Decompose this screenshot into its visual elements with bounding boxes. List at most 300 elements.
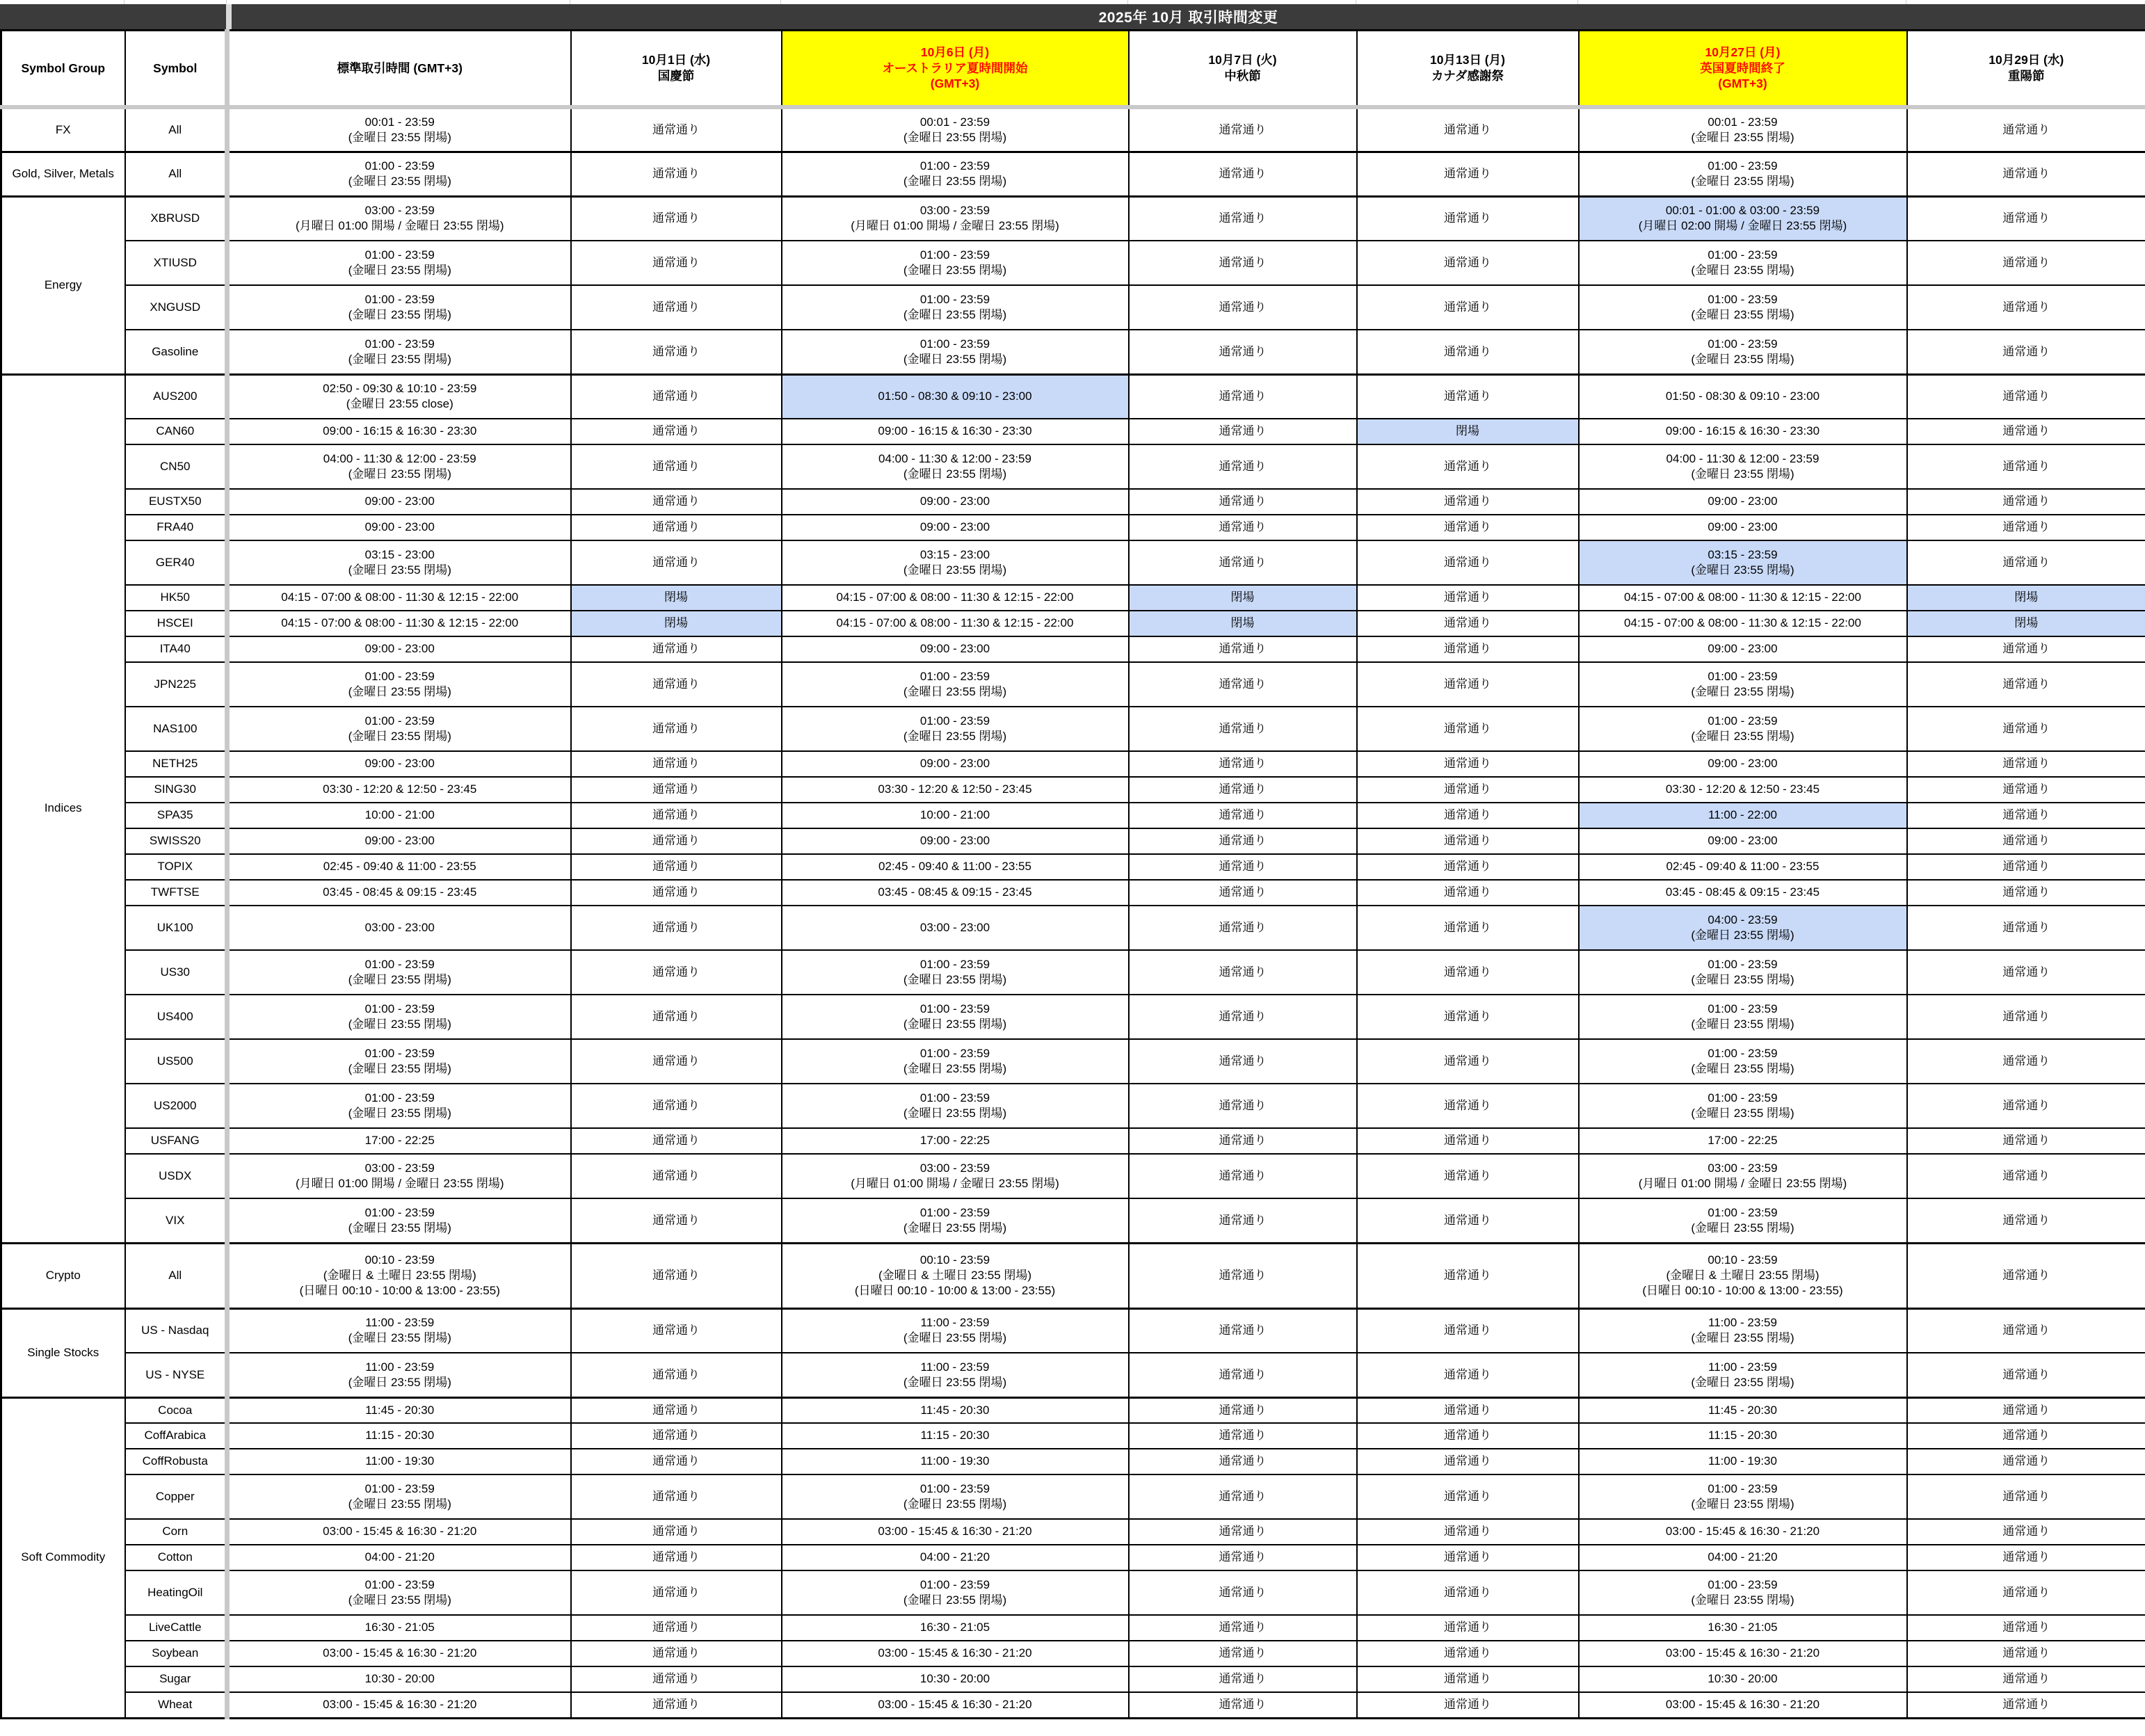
table-row-usdx [1,1154,2145,1198]
cell-line: (金曜日 23:55 閉場) [348,467,451,481]
cell-line: 通常通り [1444,860,1491,874]
cell-aus200-std [227,374,571,419]
cell-vix-oct29 [1907,1198,2145,1243]
cell-line: 通常通り [1219,1672,1267,1686]
cell-line: 通常通り [1219,389,1267,403]
cell-line: 通常通り [2002,495,2050,508]
table-row-hscei [1,611,2145,636]
cell-xngusd-oct27 [1579,285,1907,330]
cell-us500-oct6 [782,1039,1129,1084]
cell-us30-std [227,950,571,995]
cell-line: 10:30 - 20:00 [1708,1672,1778,1686]
cell-line: (金曜日 23:55 閉場) [348,1593,451,1607]
cell-line: (金曜日 23:55 閉場) [1691,929,1794,942]
cell-coffrobusta-oct7 [1129,1449,1357,1474]
cell-line: 通常通り [1444,965,1491,979]
cell-line: 通常通り [652,677,700,691]
cell-line: 通常通り [2002,642,2050,656]
cell-uk100-oct29 [1907,906,2145,950]
cell-line: 通常通り [1444,590,1491,604]
cell-coffrobusta-oct27 [1579,1449,1907,1474]
cell-uk100-oct13 [1357,906,1579,950]
group-cell-soft-commodity: Soft Commodity [1,1397,125,1718]
cell-line: 09:00 - 23:00 [364,757,435,771]
title-bar-divider [226,4,232,29]
cell-line: 通常通り [1444,677,1491,691]
cell-us500-oct27 [1579,1039,1907,1084]
cell-usdx-oct29 [1907,1154,2145,1198]
title-bar [0,4,2145,29]
cell-copper-oct29 [1907,1474,2145,1519]
cell-ger40-oct27 [1579,540,1907,585]
cell-line: 01:00 - 23:59 [1708,248,1778,262]
table-row-sing30 [1,777,2145,803]
cell-nas100-std [227,707,571,751]
cell-line: 09:00 - 23:00 [1708,642,1778,656]
group-cell-energy: Energy [1,196,125,374]
table-row-sugar [1,1666,2145,1692]
cell-line: 09:00 - 23:00 [1708,495,1778,508]
cell-xtiusd-oct29 [1907,241,2145,285]
col-header-line: Symbol [153,61,198,75]
cell-line: 通常通り [2002,1672,2050,1686]
table-row-fra40 [1,515,2145,540]
cell-can60-oct27 [1579,419,1907,444]
cell-line: 04:00 - 11:30 & 12:00 - 23:59 [323,451,476,465]
cell-hscei-oct7 [1129,611,1357,636]
cell-usfang-std [227,1128,571,1154]
cell-line: 通常通り [652,1672,700,1686]
cell-livecattle-std [227,1615,571,1641]
cell-usfang-oct27 [1579,1128,1907,1154]
cell-sing30-oct27 [1579,777,1907,803]
cell-vix-oct7 [1129,1198,1357,1243]
cell-heatingoil-oct7 [1129,1570,1357,1615]
table-row-spa35 [1,803,2145,828]
cell-usfang-oct29 [1907,1128,2145,1154]
cell-line: (金曜日 23:55 閉場) [348,730,451,743]
cell-line: 通常通り [1219,1268,1267,1282]
cell-sing30-oct29 [1907,777,2145,803]
cell-line: 11:15 - 20:30 [1708,1429,1777,1442]
cell-line: 通常通り [1219,166,1267,180]
table-row-xbrusd [1,196,2145,241]
cell-line: (金曜日 23:55 閉場) [348,264,451,277]
cell-line: 閉場 [1456,424,1479,438]
cell-us30-oct6 [782,950,1129,995]
cell-line: 通常通り [1444,1525,1491,1538]
cell-hscei-std [227,611,571,636]
cell-uk100-std [227,906,571,950]
cell-line: 01:00 - 23:59 [1708,1481,1778,1495]
cell-line: 通常通り [652,1454,700,1468]
cell-us400-std [227,995,571,1039]
cell-line: 通常通り [1444,555,1491,569]
symbol-cell-jpn225: JPN225 [125,662,227,707]
cell-cn50-std [227,444,571,489]
cell-gasoline-oct29 [1907,330,2145,374]
cell-coffrobusta-oct6 [782,1449,1129,1474]
cell-line: 通常通り [1219,1621,1267,1634]
cell-line: 通常通り [2002,1550,2050,1564]
cell-line: 09:00 - 23:00 [919,495,990,508]
symbol-cell-coffrobusta: CoffRobusta [125,1449,227,1474]
cell-us30-oct29 [1907,950,2145,995]
cell-line: 09:00 - 16:15 & 16:30 - 23:30 [323,424,477,438]
symbol-cell-xtiusd: XTIUSD [125,241,227,285]
cell-line: (金曜日 23:55 閉場) [903,175,1007,188]
symbol-cell-hscei: HSCEI [125,611,227,636]
cell-line: 通常通り [652,211,700,225]
cell-line: 閉場 [664,616,688,630]
cell-sing30-oct13 [1357,777,1579,803]
symbol-cell-gasoline: Gasoline [125,330,227,374]
cell-topix-std [227,854,571,880]
cell-line: 通常通り [1219,808,1267,822]
cell-line: (金曜日 23:55 閉場) [903,264,1007,277]
cell-all-oct7 [1129,1243,1357,1308]
cell-all-oct1 [571,1243,782,1308]
cell-line: 通常通り [2002,122,2050,136]
cell-xtiusd-oct27 [1579,241,1907,285]
cell-line: 03:15 - 23:00 [364,547,435,561]
cell-line: 09:00 - 23:00 [364,642,435,656]
cell-line: 通常通り [1219,1550,1267,1564]
cell-eustx50-oct6 [782,489,1129,515]
cell-hk50-oct27 [1579,585,1907,611]
cell-line: (金曜日 23:55 閉場) [1691,1331,1794,1345]
cell-line: (金曜日 23:55 閉場) [1691,973,1794,986]
cell-line: 11:00 - 22:00 [1708,808,1777,822]
cell-line: (金曜日 23:55 閉場) [903,685,1007,698]
cell-us2000-oct13 [1357,1084,1579,1128]
cell-line: 01:00 - 23:59 [364,1046,435,1060]
cell-cotton-oct27 [1579,1545,1907,1570]
cell-line: (金曜日 23:55 閉場) [1691,308,1794,321]
cell-neth25-oct13 [1357,751,1579,777]
cell-all-oct7 [1129,107,1357,152]
cell-us-nasdaq-oct1 [571,1308,782,1353]
cell-line: 01:00 - 23:59 [919,1002,990,1015]
table-header [1,31,2145,108]
cell-copper-std [227,1474,571,1519]
cell-eustx50-oct27 [1579,489,1907,515]
cell-line: 01:00 - 23:59 [364,1002,435,1015]
table-row-all [1,152,2145,196]
cell-line: 01:50 - 08:30 & 09:10 - 23:00 [1665,389,1820,403]
cell-line: 通常通り [2002,808,2050,822]
cell-usdx-std [227,1154,571,1198]
cell-soybean-oct13 [1357,1641,1579,1666]
cell-line: 通常通り [652,1054,700,1068]
cell-swiss20-oct27 [1579,828,1907,854]
cell-line: 通常通り [2002,1098,2050,1112]
cell-line: 00:01 - 23:59 [1708,115,1778,129]
cell-line: 04:15 - 07:00 & 08:00 - 11:30 & 12:15 - 22:00 [281,590,519,604]
cell-xbrusd-oct7 [1129,196,1357,241]
cell-line: 01:00 - 23:59 [919,714,990,728]
cell-line: 通常通り [1444,1168,1491,1182]
cell-cocoa-oct6 [782,1397,1129,1423]
cell-line: (金曜日 23:55 閉場) [1691,563,1794,577]
cell-us2000-oct7 [1129,1084,1357,1128]
table-body [1,107,2145,1718]
symbol-cell-xbrusd: XBRUSD [125,196,227,241]
cell-sugar-oct1 [571,1666,782,1692]
cell-us30-oct7 [1129,950,1357,995]
cell-line: 01:00 - 23:59 [364,292,435,306]
cell-line: (金曜日 23:55 閉場) [903,352,1007,366]
cell-line: 通常通り [1219,1213,1267,1227]
cell-line: 通常通り [1219,1698,1267,1712]
cell-line: 通常通り [652,721,700,735]
cell-heatingoil-oct1 [571,1570,782,1615]
cell-line: 通常通り [1219,1134,1267,1148]
cell-line: (金曜日 23:55 閉場) [903,130,1007,144]
cell-line: 03:00 - 15:45 & 16:30 - 21:20 [878,1698,1032,1712]
cell-line: 閉場 [1230,590,1255,604]
group-cell-gold-silver-metals: Gold, Silver, Metals [1,152,125,196]
cell-line: (金曜日 23:55 閉場) [1691,467,1794,481]
cell-hk50-oct1 [571,585,782,611]
cell-line: 通常通り [1444,642,1491,656]
cell-soybean-std [227,1641,571,1666]
cell-line: 通常通り [652,1213,700,1227]
cell-copper-oct27 [1579,1474,1907,1519]
cell-line: 通常通り [1444,1429,1491,1442]
cell-line: 通常通り [1444,782,1491,796]
symbol-cell-livecattle: LiveCattle [125,1615,227,1641]
cell-line: (金曜日 23:55 閉場) [348,175,451,188]
cell-line: 03:00 - 15:45 & 16:30 - 21:20 [1665,1525,1820,1538]
cell-cotton-oct6 [782,1545,1129,1570]
cell-coffrobusta-std [227,1449,571,1474]
cell-line: (金曜日 23:55 閉場) [1691,264,1794,277]
cell-hk50-oct7 [1129,585,1357,611]
cell-line: 17:00 - 22:25 [364,1134,435,1148]
cell-line: 通常通り [1219,1009,1267,1023]
cell-copper-oct6 [782,1474,1129,1519]
cell-line: 03:00 - 23:59 [919,1161,990,1175]
cell-twftse-oct1 [571,880,782,906]
cell-line: 01:00 - 23:59 [364,714,435,728]
cell-xngusd-oct29 [1907,285,2145,330]
cell-vix-oct1 [571,1198,782,1243]
cell-line: 09:00 - 23:00 [1708,520,1778,534]
table-row-xtiusd [1,241,2145,285]
cell-line: 通常通り [652,166,700,180]
cell-line: 03:30 - 12:20 & 12:50 - 23:45 [323,782,477,796]
cell-line: 通常通り [1219,424,1267,438]
cell-jpn225-std [227,662,571,707]
cell-line: 通常通り [1219,495,1267,508]
cell-xtiusd-oct6 [782,241,1129,285]
cell-xngusd-oct13 [1357,285,1579,330]
cell-xtiusd-oct13 [1357,241,1579,285]
cell-line: 通常通り [2002,1403,2050,1417]
symbol-cell-all: All [125,152,227,196]
cell-line: 通常通り [2002,1367,2050,1381]
cell-line: 通常通り [2002,782,2050,796]
cell-xtiusd-std [227,241,571,285]
cell-soybean-oct27 [1579,1641,1907,1666]
symbol-cell-soybean: Soybean [125,1641,227,1666]
cell-all-std [227,1243,571,1308]
title-bar-left-segment [0,4,226,29]
cell-heatingoil-oct6 [782,1570,1129,1615]
cell-nas100-oct13 [1357,707,1579,751]
cell-xbrusd-oct6 [782,196,1129,241]
cell-line: 通常通り [652,885,700,899]
cell-us-nyse-oct6 [782,1353,1129,1397]
cell-aus200-oct1 [571,374,782,419]
cell-line: (金曜日 23:55 閉場) [348,352,451,366]
cell-spa35-std [227,803,571,828]
cell-line: 通常通り [1444,1646,1491,1660]
cell-line: 通常通り [652,255,700,269]
cell-line: 03:00 - 15:45 & 16:30 - 21:20 [323,1698,477,1712]
cell-line: 通常通り [652,860,700,874]
cell-line: (日曜日 00:10 - 10:00 & 13:00 - 23:55) [299,1284,500,1298]
cell-heatingoil-oct29 [1907,1570,2145,1615]
col-header-symbol [125,31,227,108]
cell-hk50-std [227,585,571,611]
cell-us500-oct7 [1129,1039,1357,1084]
cell-topix-oct7 [1129,854,1357,880]
cell-us-nyse-oct13 [1357,1353,1579,1397]
cell-line: 01:00 - 23:59 [919,1577,990,1591]
cell-ger40-oct1 [571,540,782,585]
cell-line: 通常通り [2002,1134,2050,1148]
cell-spa35-oct7 [1129,803,1357,828]
cell-swiss20-oct6 [782,828,1129,854]
cell-line: (金曜日 23:55 閉場) [1691,175,1794,188]
cell-line: 11:00 - 23:59 [1708,1360,1777,1374]
cell-line: 通常通り [652,782,700,796]
cell-line: 通常通り [652,555,700,569]
cell-uk100-oct7 [1129,906,1357,950]
cell-cn50-oct7 [1129,444,1357,489]
symbol-cell-heatingoil: HeatingOil [125,1570,227,1615]
sheet-gridline [226,0,227,4]
col-header-line: 国慶節 [657,69,695,83]
symbol-cell-coffarabica: CoffArabica [125,1423,227,1449]
cell-fra40-std [227,515,571,540]
cell-aus200-oct13 [1357,374,1579,419]
col-header-line: 10月6日 (月) [920,45,990,59]
cell-soybean-oct29 [1907,1641,2145,1666]
cell-line: 通常通り [1219,677,1267,691]
cell-neth25-oct29 [1907,751,2145,777]
cell-cocoa-oct7 [1129,1397,1357,1423]
table-row-neth25 [1,751,2145,777]
cell-line: 通常通り [1444,495,1491,508]
cell-line: 01:00 - 23:59 [364,1091,435,1104]
cell-line: (金曜日 23:55 close) [346,397,453,411]
cell-line: 00:01 - 01:00 & 03:00 - 23:59 [1665,204,1820,218]
cell-line: 00:10 - 23:59 [919,1253,990,1267]
table-row-cn50 [1,444,2145,489]
cell-line: 04:00 - 21:20 [364,1550,435,1564]
cell-us-nasdaq-std [227,1308,571,1353]
cell-sugar-oct7 [1129,1666,1357,1692]
cell-xngusd-oct1 [571,285,782,330]
cell-line: 01:00 - 23:59 [364,248,435,262]
cell-line: 通常通り [1219,344,1267,358]
cell-line: 通常通り [652,1621,700,1634]
cell-cocoa-oct29 [1907,1397,2145,1423]
cell-us500-oct13 [1357,1039,1579,1084]
cell-line: 通常通り [1219,834,1267,848]
cell-corn-oct6 [782,1519,1129,1545]
cell-us400-oct6 [782,995,1129,1039]
cell-line: 通常通り [652,1009,700,1023]
cell-line: (月曜日 01:00 開場 / 金曜日 23:55 閉場) [851,219,1059,233]
cell-line: 03:30 - 12:20 & 12:50 - 23:45 [1665,782,1820,796]
cell-line: 通常通り [1219,1403,1267,1417]
cell-line: 01:00 - 23:59 [364,1205,435,1219]
cell-uk100-oct6 [782,906,1129,950]
cell-line: 通常通り [1219,1454,1267,1468]
cell-ger40-oct7 [1129,540,1357,585]
cell-us2000-oct6 [782,1084,1129,1128]
title-bar-main-segment [232,4,2145,29]
cell-line: 04:15 - 07:00 & 08:00 - 11:30 & 12:15 - 22:00 [1624,590,1861,604]
cell-line: 03:00 - 15:45 & 16:30 - 21:20 [1665,1646,1820,1660]
cell-vix-oct27 [1579,1198,1907,1243]
cell-line: 通常通り [1219,1489,1267,1503]
cell-line: 通常通り [652,1268,700,1282]
cell-line: (金曜日 23:55 閉場) [903,1221,1007,1235]
col-header-line: 標準取引時間 (GMT+3) [337,61,463,75]
cell-all-std [227,152,571,196]
cell-us400-oct7 [1129,995,1357,1039]
cell-line: 02:45 - 09:40 & 11:00 - 23:55 [1666,860,1819,874]
col-header-line: 10月27日 (月) [1705,45,1781,59]
cell-us400-oct1 [571,995,782,1039]
cell-line: (金曜日 23:55 閉場) [903,1062,1007,1075]
cell-line: 00:10 - 23:59 [364,1253,435,1267]
table-row-us2000 [1,1084,2145,1128]
cell-line: (金曜日 23:55 閉場) [903,1593,1007,1607]
table-row-topix [1,854,2145,880]
symbol-cell-twftse: TWFTSE [125,880,227,906]
cell-hscei-oct6 [782,611,1129,636]
cell-line: 通常通り [652,1098,700,1112]
cell-gasoline-std [227,330,571,374]
cell-us400-oct27 [1579,995,1907,1039]
col-header-oct6-holiday [782,31,1129,108]
cell-soybean-oct6 [782,1641,1129,1666]
symbol-cell-us2000: US2000 [125,1084,227,1128]
cell-twftse-oct29 [1907,880,2145,906]
cell-line: 17:00 - 22:25 [1708,1134,1778,1148]
cell-line: 通常通り [2002,424,2050,438]
cell-ita40-oct29 [1907,636,2145,662]
table-row-can60 [1,419,2145,444]
table-row-xngusd [1,285,2145,330]
cell-line: (金曜日 23:55 閉場) [903,1018,1007,1031]
cell-line: 04:15 - 07:00 & 08:00 - 11:30 & 12:15 - 22:00 [1624,616,1861,630]
cell-vix-std [227,1198,571,1243]
cell-coffrobusta-oct29 [1907,1449,2145,1474]
cell-xbrusd-oct1 [571,196,782,241]
cell-line: 通常通り [1444,721,1491,735]
cell-cn50-oct27 [1579,444,1907,489]
cell-aus200-oct29 [1907,374,2145,419]
col-header-line: Symbol Group [21,61,106,75]
sheet-gridline [1577,0,1578,4]
